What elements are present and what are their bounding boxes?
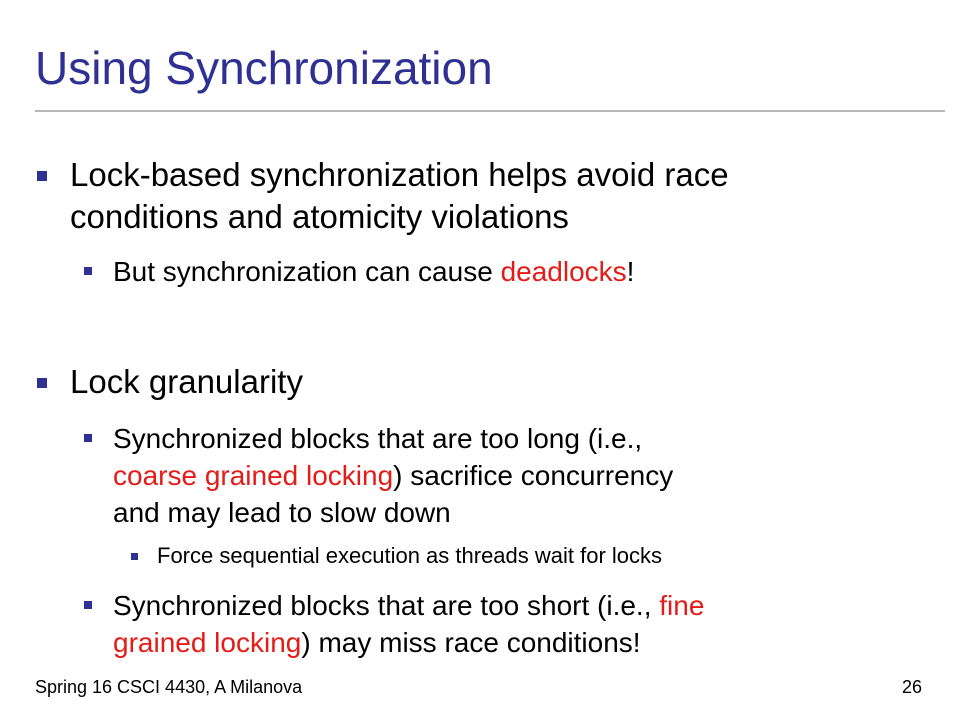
bullet-2-line-1: Lock granularity bbox=[70, 363, 303, 400]
sub-text-end: ! bbox=[626, 256, 635, 287]
title-divider bbox=[35, 110, 945, 112]
bullet-marker bbox=[37, 378, 47, 388]
bullet-2-sub-1-line-3: and may lead to slow down bbox=[113, 497, 451, 528]
bullet-2-sub-2-line-2 bbox=[113, 624, 641, 662]
bullet-1-line-1: Lock-based synchronization helps avoid race bbox=[70, 156, 729, 193]
sub-bullet-marker bbox=[84, 434, 92, 442]
bullet-1-line-2: conditions and atomicity violations bbox=[70, 198, 569, 235]
sub-bullet-marker bbox=[84, 601, 92, 609]
footer-text: Spring 16 CSCI 4430, A Milanova bbox=[35, 677, 303, 697]
sub-sub-bullet-marker bbox=[131, 553, 138, 560]
bullet-2-sub-1-line-1: Synchronized blocks that are too long (i.e., bbox=[113, 423, 643, 454]
page-number: 26 bbox=[901, 677, 922, 697]
bullet-1-sub-1 bbox=[113, 253, 634, 291]
highlight-grained-locking: grained locking bbox=[113, 627, 302, 658]
sub-text: ) sacrifice concurrency bbox=[393, 460, 674, 491]
highlight-fine: fine bbox=[659, 590, 705, 621]
highlight-deadlocks: deadlocks bbox=[500, 256, 627, 287]
sub-text: ) may miss race conditions! bbox=[301, 627, 641, 658]
bullet-2-sub-2-line-1 bbox=[113, 587, 704, 625]
highlight-coarse-grained: coarse grained locking bbox=[113, 460, 394, 491]
sub-bullet-marker bbox=[84, 267, 92, 275]
bullet-2-sub-1-line-2 bbox=[113, 457, 673, 495]
sub-text: Synchronized blocks that are too short (i.e., bbox=[113, 590, 660, 621]
sub-text: But synchronization can cause bbox=[113, 256, 501, 287]
bullet-2-sub-1-sub-1: Force sequential execution as threads wait for locks bbox=[157, 543, 663, 568]
bullet-marker bbox=[37, 171, 47, 181]
slide-title: Using Synchronization bbox=[35, 42, 493, 94]
